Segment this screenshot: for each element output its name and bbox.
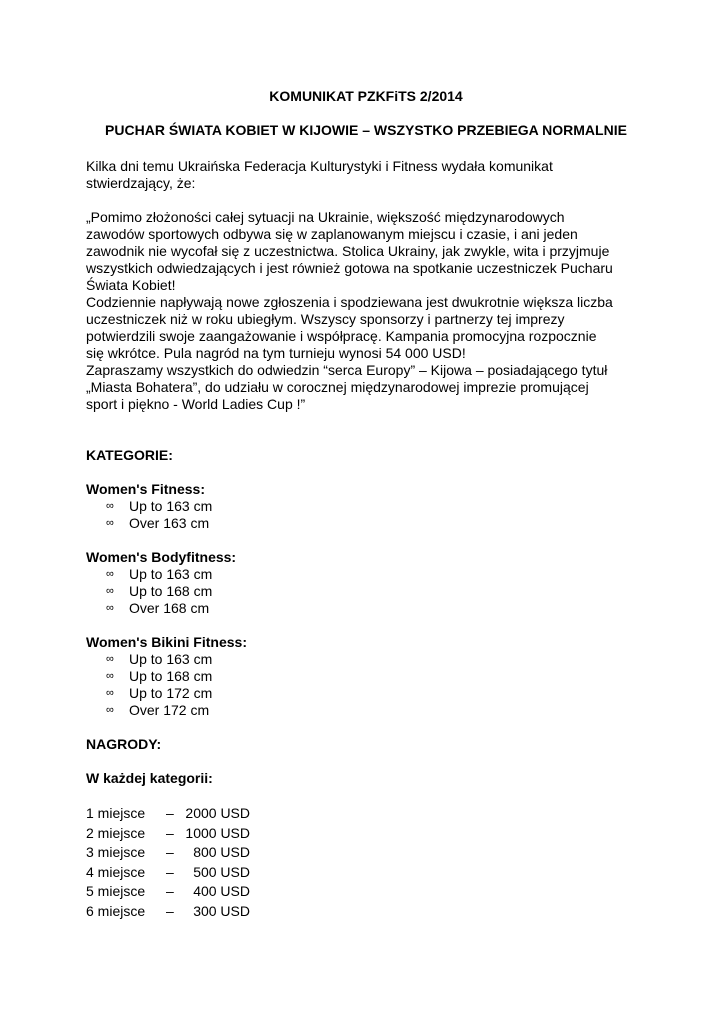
prize-separator: – (166, 863, 174, 880)
prize-place: 5 miejsce (86, 883, 146, 899)
list-item: ∞ Up to 163 cm (106, 566, 213, 582)
category-name: Women's Bodyfitness: (86, 549, 237, 565)
intro-line: Kilka dni temu Ukraińska Federacja Kulturystyki i Fitness wydała komunikat (86, 158, 553, 174)
infinity-bullet-icon: ∞ (106, 602, 114, 614)
category-list (86, 651, 646, 719)
quote-line: „Miasta Bohatera”, do udziału w corocznej międzynarodowej imprezie promującej (86, 379, 589, 395)
list-item: ∞ Up to 172 cm (106, 685, 213, 701)
prize-place: 1 miejsce (86, 805, 146, 821)
quote-line: wszystkich odwiedzających i jest również gotowa na spotkanie uczestniczek Pucharu (86, 260, 613, 276)
quote-line: potwierdzili swoje zaangażowanie i współpracę. Kampania promocyjna rozpocznie (86, 328, 597, 344)
infinity-bullet-icon: ∞ (106, 687, 114, 699)
list-item: ∞ Up to 168 cm (106, 583, 213, 599)
category-womens-bodyfitness (86, 549, 646, 617)
document-title: KOMUNIKAT PZKFiTS 2/2014 (269, 88, 463, 104)
prize-row (86, 863, 646, 883)
quote-paragraph (86, 209, 646, 413)
quote-line: sport i piękno - World Ladies Cup !” (86, 396, 306, 412)
infinity-bullet-icon: ∞ (106, 500, 114, 512)
prize-separator: – (166, 824, 174, 841)
quote-line: „Pomimo złożoności całej sytuacji na Ukrainie, większość międzynarodowych (86, 209, 565, 225)
infinity-bullet-icon: ∞ (106, 568, 114, 580)
category-name: Women's Fitness: (86, 481, 205, 497)
category-list (86, 566, 646, 617)
quote-line: się wkrótce. Pula nagród na tym turnieju wynosi 54 000 USD! (86, 345, 466, 361)
prize-row (86, 902, 646, 922)
prize-row (86, 824, 646, 844)
infinity-bullet-icon: ∞ (106, 653, 114, 665)
prize-amount: 1000 USD (185, 824, 250, 841)
prize-separator: – (166, 883, 174, 899)
prize-amount: 500 USD (193, 863, 250, 880)
prize-amount: 300 USD (193, 902, 250, 919)
kategorie-heading: KATEGORIE: (86, 447, 173, 463)
quote-line: Zapraszamy wszystkich do odwiedzin “serca Europy” – Kijowa – posiadającego tytuł (86, 362, 608, 378)
list-item: ∞ Over 168 cm (106, 600, 210, 616)
kazdej-kategorii-heading: W każdej kategorii: (86, 770, 213, 786)
quote-line: uczestniczek niż w roku ubiegłym. Wszyscy sponsorzy i partnerzy tej imprezy (86, 311, 565, 327)
list-item: ∞ Up to 168 cm (106, 668, 213, 684)
prize-amount: 800 USD (193, 844, 250, 860)
quote-line: zawodnik nie wycofał się z uczestnictwa. Stolica Ukrainy, jak zwykle, wita i przyjmuje (86, 243, 610, 259)
intro-paragraph (86, 158, 646, 192)
prize-row (86, 882, 646, 902)
prize-list (86, 804, 646, 921)
category-womens-fitness (86, 481, 646, 532)
nagrody-heading: NAGRODY: (86, 736, 162, 752)
infinity-bullet-icon: ∞ (106, 704, 114, 716)
document-subtitle: PUCHAR ŚWIATA KOBIET W KIJOWIE – WSZYSTKO PRZEBIEGA NORMALNIE (105, 122, 627, 138)
list-item: ∞ Over 172 cm (106, 702, 210, 718)
list-item: ∞ Up to 163 cm (106, 651, 213, 667)
prize-place: 2 miejsce (86, 824, 146, 841)
prize-separator: – (166, 902, 174, 919)
list-item: ∞ Up to 163 cm (106, 498, 213, 514)
prize-place: 3 miejsce (86, 844, 146, 860)
prize-row (86, 804, 646, 824)
prize-row (86, 843, 646, 863)
infinity-bullet-icon: ∞ (106, 517, 114, 529)
prize-separator: – (166, 805, 174, 821)
category-womens-bikini-fitness (86, 634, 646, 719)
infinity-bullet-icon: ∞ (106, 585, 114, 597)
intro-line: stwierdzający, że: (86, 175, 196, 191)
infinity-bullet-icon: ∞ (106, 670, 114, 682)
quote-line: Świata Kobiet! (86, 277, 176, 293)
quote-line: zawodów sportowych odbywa się w zaplanowanym miejscu i czasie, i ani jeden (86, 226, 578, 242)
prize-separator: – (166, 844, 174, 860)
prize-amount: 2000 USD (185, 805, 250, 821)
prize-amount: 400 USD (193, 883, 250, 899)
list-item: ∞ Over 163 cm (106, 515, 210, 531)
quote-line: Codziennie napływają nowe zgłoszenia i spodziewana jest dwukrotnie większa liczba (86, 294, 613, 310)
category-name: Women's Bikini Fitness: (86, 634, 247, 650)
prize-place: 6 miejsce (86, 902, 146, 919)
category-list (86, 498, 646, 532)
prize-place: 4 miejsce (86, 863, 146, 880)
document-page (86, 88, 646, 921)
